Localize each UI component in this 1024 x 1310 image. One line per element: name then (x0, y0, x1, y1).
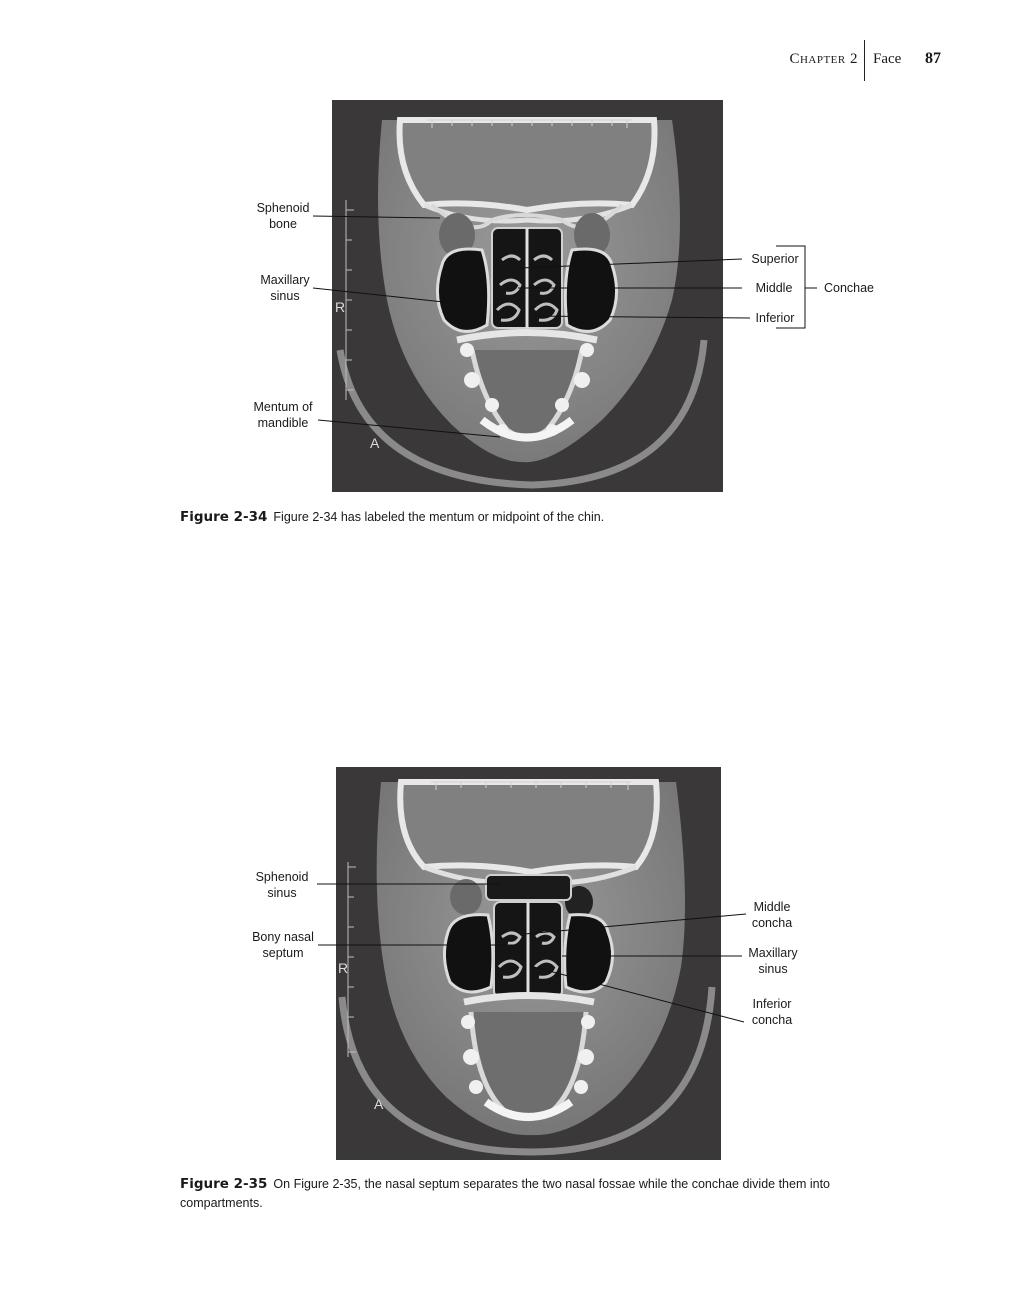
running-header-section: Face (873, 51, 902, 67)
label-middle-concha: Middle (755, 281, 793, 295)
label-sphenoid-bone: Sphenoid bone (256, 201, 310, 231)
orientation-mark-anterior: A (374, 1096, 384, 1112)
orientation-mark-right: R (335, 299, 346, 315)
label-maxillary-sinus: Maxillary sinus (260, 273, 310, 303)
label-inferior-concha: Inferior concha (751, 997, 793, 1027)
label-bony-nasal-septum: Bony nasal septum (252, 930, 314, 960)
label-maxillary-sinus: Maxillary sinus (748, 946, 798, 976)
label-middle-concha: Middle concha (751, 900, 793, 930)
figure-number: Figure 2-34 (180, 509, 268, 525)
page-number: 87 (925, 50, 941, 67)
figure-caption-2-34 (180, 508, 880, 527)
label-inferior-concha: Inferior (755, 311, 795, 325)
label-superior-concha: Superior (751, 252, 799, 266)
caption-text: Figure 2-34 has labeled the mentum or midpoint of the chin. (273, 510, 605, 524)
header-divider (864, 40, 865, 81)
orientation-mark-right: R (338, 960, 349, 976)
figure-number: Figure 2-35 (180, 1176, 268, 1192)
ct-scan-figure-2-35 (336, 767, 721, 1160)
figure-caption-2-35 (180, 1175, 880, 1213)
label-sphenoid-sinus: Sphenoid sinus (255, 870, 309, 900)
running-header-chapter: Chapter 2 (789, 51, 858, 67)
caption-text: On Figure 2-35, the nasal septum separates the two nasal fossae while the conchae divide them into compartments. (180, 1177, 830, 1210)
label-conchae: Conchae (823, 281, 875, 295)
label-mentum-of-mandible: Mentum of mandible (253, 400, 313, 430)
ct-scan-figure-2-34 (332, 100, 723, 492)
orientation-mark-anterior: A (370, 435, 380, 451)
